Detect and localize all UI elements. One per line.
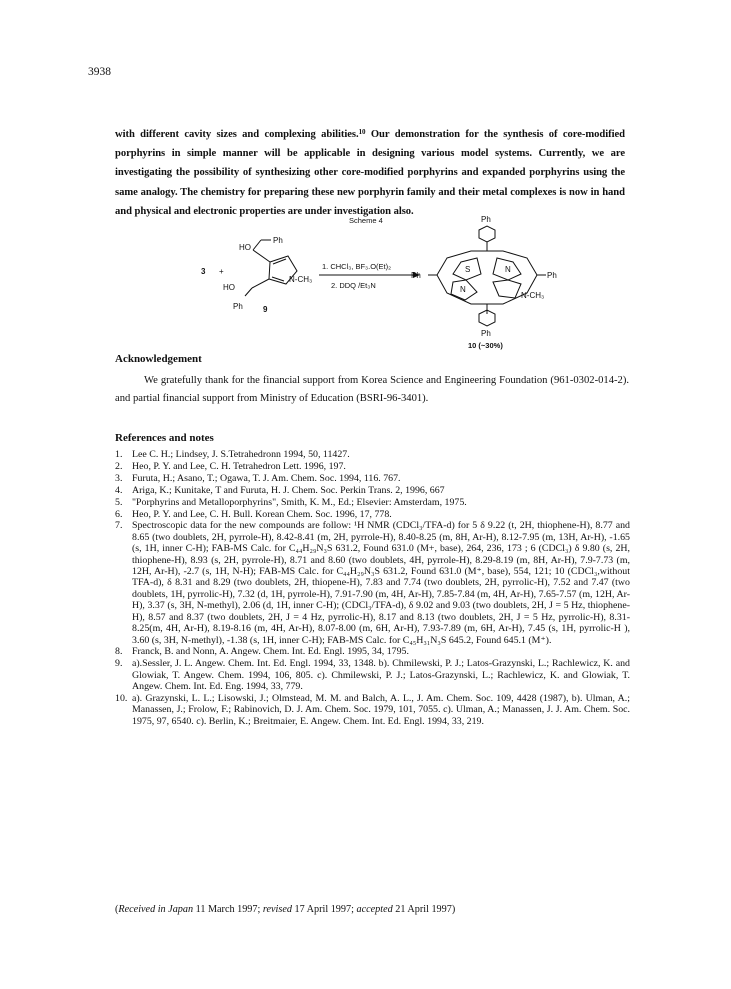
ho-top-label: HO [239,243,251,252]
product-ph-top: Ph [481,215,491,224]
scheme-title: Scheme 4 [349,216,383,225]
compound-10-structure [428,226,546,326]
product-ph-left: Ph [411,271,421,280]
reference-text: Furuta, H.; Asano, T.; Ogawa, T. J. Am. Chem. Soc. 1994, 116. 767. [132,472,401,484]
reference-number: 4. [115,484,123,496]
reference-item [115,646,630,657]
reference-item [115,449,630,460]
revised-label: revised [262,904,292,915]
intro-paragraph [115,125,625,221]
reference-text: Ariga, K.; Kunitake, T and Furuta, H. J. Chem. Soc. Perkin Trans. 2, 1996, 667 [132,484,445,496]
reference-number: 9. [115,658,123,670]
reference-item [115,658,630,692]
accepted-label: accepted [356,904,393,915]
accepted-date: 21 April 1997 [395,904,452,915]
reactant-label-3: 3 [201,267,206,276]
received-date: 11 March 1997 [195,904,258,915]
reference-text: Lee C. H.; Lindsey, J. S.Tetrahedronn 1994, 50, 11427. [132,449,350,460]
product-n-methyl: N-CH₃ [521,291,545,300]
acknowledgement-text: We gratefully thank for the financial support from Korea Science and Engineering Foundation (961-0302-014-2). and partial financial support from Ministry of Education (BSRI-96-3401). [115,375,629,404]
reference-item [115,520,630,645]
reference-item [115,473,630,484]
references-heading: References and notes [115,432,214,444]
reference-number: 8. [115,646,123,658]
reference-number: 10. [115,693,128,705]
reference-number: 2. [115,460,123,472]
acknowledgement-heading: Acknowledgement [115,353,202,365]
plus-sign: + [219,267,224,276]
revised-date: 17 April 1997 [294,904,352,915]
reference-text: Franck, B. and Nonn, A. Angew. Chem. Int. Ed. Engl. 1995, 34, 1795. [132,646,409,658]
product-nitrogen-2: N [460,285,466,294]
compound-9-label: 9 [263,305,268,314]
reference-number: 6. [115,508,123,520]
page-number: 3938 [88,66,111,78]
reference-item [115,485,630,496]
intro-rest: porphyrins in simple manner will be applicable in designing various model systems. Currently, we are investigating the possibility of synthesizing other core-modified porphyrins and expanded porphyrins using the same analogy. The chemistry for preparing these new porphyrin family and their metal complexes is now in hand and physical and electronic properties are under investigation also. [115,148,625,217]
product-ph-bottom: Ph [481,329,491,338]
reference-text: "Porphyrins and Metalloporphyrins", Smith, K. M., Ed.; Elsevier: Amsterdam, 1975. [132,496,467,508]
intro-line-1b: Our demonstration for the synthesis of core-modified [365,129,625,140]
reference-text: a). Grazynski, L. L.; Lisowski, J.; Olmstead, M. M. and Balch, A. L., J. Am. Chem. Soc. 109, 4428 (1987), b). Ulman, A.; Manassen, J.; Frolow, F.; Rabinovich, D. J. Am. Chem. Soc. 1979, 101, 7055. c). Ulman, A.; Manassen, J. J. Am. Chem. Soc. 1975, 97, 6540. c). Berlin, K.; Breitmaier, E. Angew. Chem. Int. Ed. Engl. 1994, 33, 219. [132,693,630,727]
reference-text: a).Sessler, J. L. Angew. Chem. Int. Ed. Engl. 1994, 33, 1348. b). Chmilewski, P. J.; Latos-Grazynski, L.; Rachlewicz, K. and Glowiak, T. Angew. Chem. 1994, 106, 805. c). Chmilewski, P. J.; Latos-Grazynski, L.; Rachlewicz, K. and Glowiak, T. Angew. Chem. Int. Ed. Eng. 1994, 33, 779. [132,658,630,693]
ph-bottom-label: Ph [233,302,243,311]
reference-item [115,509,630,520]
reference-text: Spectroscopic data for the new compounds are follow: ¹H NMR (CDCl₃/TFA-d) for 5 δ 9.22 (t, 2H, thiophene-H), 8.77 and 8.65 (two doublets, 2H, pyrrole-H), 8.42-8.41 (m, 2H, pyrrole-H), 8.40-8.25 (m, 8H, Ar-H), 8.12-7.95 (m, 13H, Ar-H), -1.65 (s, 1H, inner C-H); FAB-MS Calc. for C₄₄H₂₉N₃S 631.2, Found 631.0 (M+, base), 264, 236, 173 ; 6 (CDCl₃) δ 9.80 (s, 2H, thiophene-H), 8.93 (s, 2H, pyrrole-H), 8.71 and 8.60 (two doublets, 4H, pyrrole-H), 8.29-8.19 (m, 8H, Ar-H), 7.9-7.73 (m, 12H, Ar-H), -2.7 (s, 1H, N-H); FAB-MS Calc. for C₄₄H₂₉N₃S 631.2, Found 631.0 (M⁺, base), 554, 121; 10 (CDCl₃,without TFA-d), δ 8.31 and 8.29 (two doublets, 2H, thiopene-H), 7.83 and 7.74 (two doublets, 2H, pyrrolic-H), 7.52 and 7.47 (two doublets, 1H, pyrrolic-H), 7.32 (d, 1H, pyrrole-H), 7.91-7.90 (m, 4H, Ar-H), 7.85-7.84 (m, 4H, Ar-H), 7.65-7.57 (m, 12H, Ar-H), 3.37 (s, 3H, N-methyl), 2.06 (d, 1H, inner C-H); (CDCl₃/TFA-d), δ 9.02 and 9.03 (two doublets, 2H, J = 5 Hz, thiophene-H), 8.57 and 8.37 (two doublets, 2H, J = 4 Hz, pyrrolic-H), 8.17 and 8.13 (two doublets, 2H, J = 5 Hz, pyrrolic-H), 8.31-8.25(m, 4H, Ar-H), 8.19-8.16 (m, 4H, Ar-H), 8.07-8.00 (m, 6H, Ar-H), 7.93-7.89 (m, 6H, Ar-H), 7.45 (s, 1H, pyrrolic-H ), 3.60 (s, 3H, N-methyl), -1.38 (s, 1H, inner C-H); FAB-MS Calc. for C₄₅H₃₁N₃S 645.2, Found 645.1 (M⁺). [132,520,630,646]
conditions-step-1: 1. CHCl₃, BF₃.O(Et)₂ [322,262,392,271]
reference-number: 3. [115,472,123,484]
product-nitrogen-1: N [505,265,511,274]
received-dates: (Received in Japan 11 March 1997; revised 17 April 1997; accepted 21 April 1997) [115,904,456,915]
n-methyl-label: N-CH₃ [289,275,313,284]
compound-9-structure [245,240,297,296]
reference-text: Heo, P. Y. and Lee, C. H. Bull. Korean Chem. Soc. 1996, 17, 778. [132,508,392,520]
reference-superscript: 10 [358,128,366,136]
reference-number: 1. [115,449,123,460]
reference-number: 5. [115,496,123,508]
intro-line-1: with different cavity sizes and complexing abilities. [115,129,359,140]
references-list [115,449,630,728]
reference-number: 7. [115,520,123,532]
ho-left-label: HO [223,283,235,292]
reference-text: Heo, P. Y. and Lee, C. H. Tetrahedron Lett. 1996, 197. [132,460,346,472]
compound-10-label: 10 (~30%) [468,341,503,350]
reference-item [115,461,630,472]
product-sulfur: S [465,265,471,274]
conditions-step-2: 2. DDQ /Et₃N [331,281,376,290]
reference-item [115,693,630,727]
ph-top-label: Ph [273,236,283,245]
reference-item [115,497,630,508]
received-label: Received in Japan [118,904,194,915]
product-ph-right: Ph [547,271,557,280]
